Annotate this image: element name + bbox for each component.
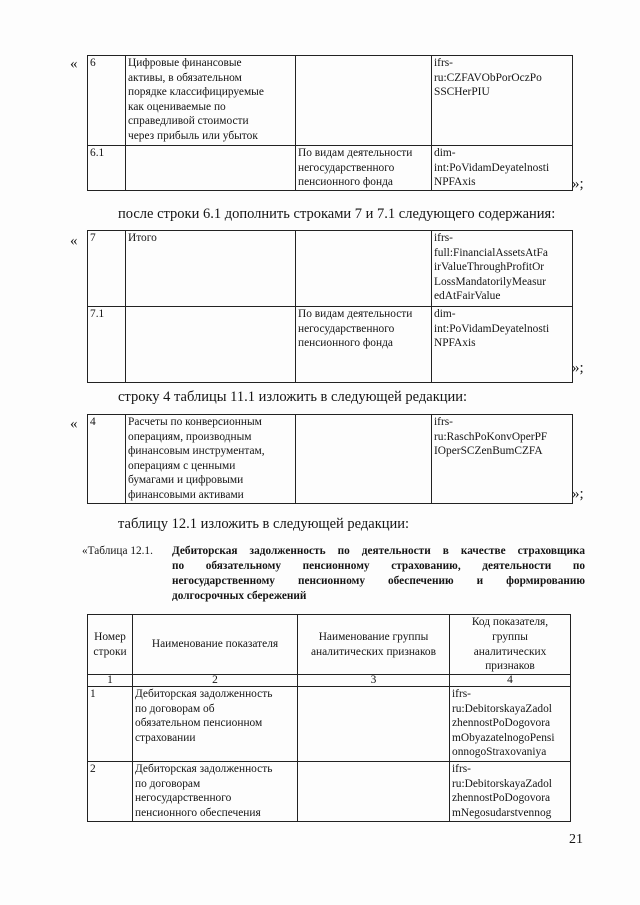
- code-cell: ifrs- ru:DebitorskayaZadol zhennostPoDogovora mNegosudarstvennog: [450, 762, 571, 822]
- indicator-name-cell: [126, 146, 296, 191]
- table-row: [88, 56, 573, 146]
- group-name-cell: [298, 762, 450, 822]
- table-12-1: [87, 614, 571, 822]
- column-header-number: Номер строки: [88, 615, 133, 675]
- column-header-code: Код показателя, группы аналитических признаков: [450, 615, 571, 675]
- table-row: [88, 231, 573, 307]
- close-mark-2: »;: [572, 360, 584, 376]
- column-header-indicator: Наименование показателя: [133, 615, 298, 675]
- code-cell: dim- int:PoVidamDeyatelnosti NPFAxis: [432, 307, 573, 383]
- table-fragment-1: [87, 55, 573, 191]
- column-number: 4: [450, 675, 571, 687]
- table-header-row: [88, 615, 571, 675]
- table-row: [88, 762, 571, 822]
- group-name-cell: [296, 415, 432, 504]
- row-number-cell: 1: [88, 687, 133, 762]
- indicator-name-cell: Дебиторская задолженность по договорам негосударственного пенсионного обеспечения: [133, 762, 298, 822]
- column-header-group: Наименование группы аналитических признаков: [298, 615, 450, 675]
- code-cell: ifrs- full:FinancialAssetsAtFa irValueThroughProfitOr LossMandatorilyMeasur edAtFairValue: [432, 231, 573, 307]
- open-quote-1: «: [70, 56, 78, 72]
- code-cell: ifrs- ru:CZFAVObPorOczPo SSCHerPIU: [432, 56, 573, 146]
- table-row: [88, 687, 571, 762]
- group-name-cell: [296, 56, 432, 146]
- code-cell: ifrs- ru:RaschPoKonvOperPF IOperSCZenBumCZFA: [432, 415, 573, 504]
- open-quote-3: «: [70, 416, 78, 432]
- column-number-row: [88, 675, 571, 687]
- table-fragment-2: [87, 230, 573, 383]
- group-name-cell: [298, 687, 450, 762]
- row-number-cell: 6: [88, 56, 126, 146]
- close-mark-3: »;: [572, 486, 584, 502]
- code-cell: ifrs- ru:DebitorskayaZadol zhennostPoDogovora mObyazatelnogoPensi onnogoStraxovaniya: [450, 687, 571, 762]
- group-name-cell: По видам деятельности негосударственного пенсионного фонда: [296, 307, 432, 383]
- table-12-1-title-line2: по обязательному пенсионному страхованию, деятельности по: [172, 560, 585, 572]
- row-number-cell: 7: [88, 231, 126, 307]
- indicator-name-cell: Цифровые финансовые активы, в обязательном порядке классифицируемые как оцениваемые по справедливой стоимости через прибыль или убыток: [126, 56, 296, 146]
- row-number-cell: 7.1: [88, 307, 126, 383]
- table-fragment-3: [87, 414, 573, 504]
- table-12-1-label: «Таблица 12.1.: [82, 545, 153, 557]
- row-number-cell: 2: [88, 762, 133, 822]
- table-row: [88, 146, 573, 191]
- table-12-1-title-line3: негосударственному пенсионному обеспечению и формированию: [172, 575, 585, 587]
- column-number: 3: [298, 675, 450, 687]
- table-12-1-title-line1: Дебиторская задолженность по деятельности в качестве страховщика: [172, 545, 585, 557]
- group-name-cell: [296, 231, 432, 307]
- indicator-name-cell: Дебиторская задолженность по договорам об обязательном пенсионном страховании: [133, 687, 298, 762]
- code-cell: dim- int:PoVidamDeyatelnosti NPFAxis: [432, 146, 573, 191]
- caption-2: строку 4 таблицы 11.1 изложить в следующей редакции:: [118, 389, 468, 405]
- caption-3: таблицу 12.1 изложить в следующей редакции:: [118, 516, 410, 532]
- open-quote-2: «: [70, 233, 78, 249]
- table-row: [88, 415, 573, 504]
- group-name-cell: По видам деятельности негосударственного пенсионного фонда: [296, 146, 432, 191]
- table-row: [88, 307, 573, 383]
- close-mark-1: »;: [572, 176, 584, 192]
- indicator-name-cell: Расчеты по конверсионным операциям, производным финансовым инструментам, операциям с ценными бумагами и цифровыми финансовыми активами: [126, 415, 296, 504]
- row-number-cell: 6.1: [88, 146, 126, 191]
- indicator-name-cell: [126, 307, 296, 383]
- column-number: 2: [133, 675, 298, 687]
- page-number: 21: [569, 832, 583, 847]
- column-number: 1: [88, 675, 133, 687]
- row-number-cell: 4: [88, 415, 126, 504]
- indicator-name-cell: Итого: [126, 231, 296, 307]
- table-12-1-title-line4: долгосрочных сбережений: [172, 590, 307, 602]
- caption-1: после строки 6.1 дополнить строками 7 и 7.1 следующего содержания:: [118, 206, 556, 222]
